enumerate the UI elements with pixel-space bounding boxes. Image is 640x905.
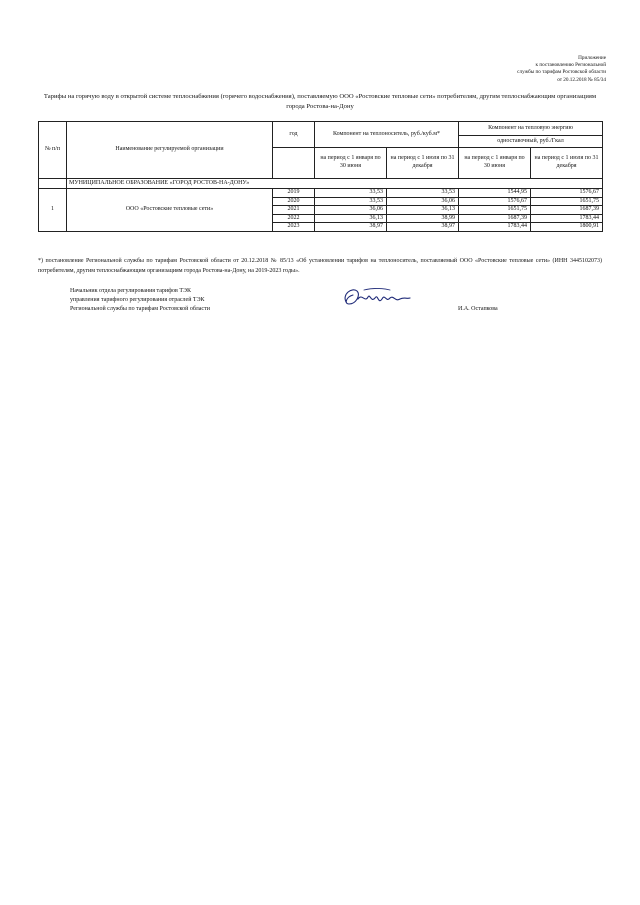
cell-energy-h1: 1687,39 bbox=[459, 214, 531, 223]
header-number: № п/п bbox=[39, 122, 67, 179]
cell-energy-h2: 1800,91 bbox=[531, 223, 603, 232]
cell-year: 2021 bbox=[273, 206, 315, 215]
cell-year: 2022 bbox=[273, 214, 315, 223]
signer-block bbox=[70, 287, 210, 315]
cell-energy-h1: 1783,44 bbox=[459, 223, 531, 232]
header-energy-component: Компонент на тепловую энергию bbox=[459, 122, 603, 136]
cell-energy-h2: 1651,75 bbox=[531, 197, 603, 206]
tariff-table bbox=[38, 121, 603, 232]
signer-position-line: Начальник отдела регулирования тарифов ТЭК bbox=[70, 288, 191, 294]
header-year-empty bbox=[273, 148, 315, 179]
municipality-empty bbox=[39, 179, 67, 189]
cell-energy-h2: 1783,44 bbox=[531, 214, 603, 223]
header-period: на период с 1 января по 30 июня bbox=[315, 148, 387, 179]
signer-position-line: Региональной службы по тарифам Ростовской области bbox=[70, 306, 210, 313]
appendix-header bbox=[517, 55, 606, 84]
cell-water-h1: 36,06 bbox=[315, 206, 387, 215]
cell-water-h2: 36,13 bbox=[387, 206, 459, 215]
signer-name: И.А. Остапкова bbox=[458, 306, 498, 312]
cell-water-h2: 38,99 bbox=[387, 214, 459, 223]
handwritten-signature bbox=[340, 282, 412, 314]
header-period: на период с 1 июля по 31 декабря bbox=[387, 148, 459, 179]
cell-water-h1: 38,97 bbox=[315, 223, 387, 232]
org-name: ООО «Ростовские тепловые сети» bbox=[67, 189, 273, 232]
signer-position-line: управления тарифного регулирования отраслей ТЭК bbox=[70, 297, 205, 304]
appendix-line: Приложение bbox=[578, 55, 606, 61]
header-year: год bbox=[273, 122, 315, 148]
appendix-line: от 20.12.2018 № 85/34 bbox=[557, 76, 606, 83]
header-org: Наименование регулируемой организации bbox=[67, 122, 273, 179]
cell-water-h1: 33,53 bbox=[315, 197, 387, 206]
cell-energy-h1: 1576,67 bbox=[459, 197, 531, 206]
header-energy-sub: одноставочный, руб./Гкал bbox=[459, 136, 603, 148]
cell-water-h1: 33,53 bbox=[315, 189, 387, 198]
cell-water-h2: 33,53 bbox=[387, 189, 459, 198]
appendix-line: к постановлению Региональной bbox=[535, 62, 606, 69]
header-water-component: Компонент на теплоноситель, руб./куб.м* bbox=[315, 122, 459, 148]
table-row bbox=[39, 189, 603, 198]
cell-year: 2020 bbox=[273, 197, 315, 206]
cell-energy-h1: 1544,95 bbox=[459, 189, 531, 198]
cell-energy-h1: 1651,75 bbox=[459, 206, 531, 215]
header-period: на период с 1 июля по 31 декабря bbox=[531, 148, 603, 179]
cell-water-h1: 36,13 bbox=[315, 214, 387, 223]
cell-year: 2019 bbox=[273, 189, 315, 198]
cell-year: 2023 bbox=[273, 223, 315, 232]
footnote: *) постановление Региональной службы по тарифам Ростовской области от 20.12.2018 № 85/13 «Об установлении тарифов на теплоноситель, поставляемый ООО «Ростовские тепловые сети» (ИНН 3445102073) потребителям, другим теплоснабжающим организациям города Ростова-на-Дону, на 2019-2023 годы». bbox=[38, 258, 602, 274]
municipality-row: МУНИЦИПАЛЬНОЕ ОБРАЗОВАНИЕ «ГОРОД РОСТОВ-НА-ДОНУ» bbox=[67, 179, 603, 189]
header-period: на период с 1 января по 30 июня bbox=[459, 148, 531, 179]
cell-energy-h2: 1576,67 bbox=[531, 189, 603, 198]
document-title: Тарифы на горячую воду в открытой системе теплоснабжения (горячего водоснабжения), поставляемую ООО «Ростовские тепловые сети» потребителям, другим теплоснабжающим организациям города Ростова-на-Дону bbox=[43, 93, 597, 110]
appendix-line: службы по тарифам Ростовской области bbox=[517, 69, 606, 76]
cell-water-h2: 38,97 bbox=[387, 223, 459, 232]
row-number: 1 bbox=[39, 189, 67, 232]
cell-energy-h2: 1687,39 bbox=[531, 206, 603, 215]
cell-water-h2: 36,06 bbox=[387, 197, 459, 206]
